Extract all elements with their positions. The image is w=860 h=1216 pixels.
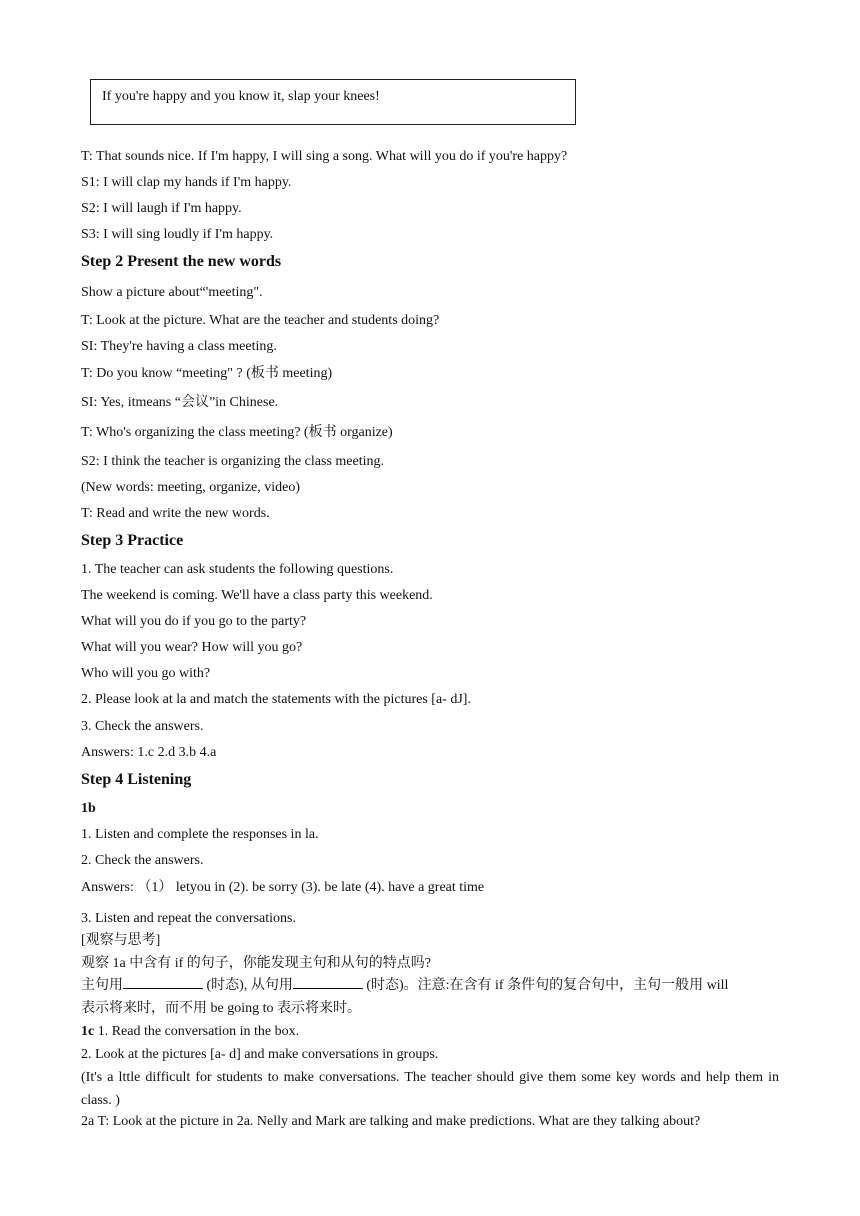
step4-subheading: 1b	[81, 801, 96, 816]
step3-line: Answers: 1.c 2.d 3.b 4.a	[81, 745, 217, 760]
step2-line: T: Who's organizing the class meeting? (板书 organize)	[81, 425, 393, 440]
quote-text: If you're happy and you know it, slap your knees!	[102, 89, 380, 104]
step4-heading: Step 4 Listening	[81, 771, 192, 788]
step2-line: Show a picture about“'meeting".	[81, 285, 263, 300]
step3-line: 1. The teacher can ask students the following questions.	[81, 562, 394, 577]
step3-line: What will you wear? How will you go?	[81, 640, 303, 655]
step3-line: The weekend is coming. We'll have a class party this weekend.	[81, 588, 433, 603]
intro-line: S2: I will laugh if I'm happy.	[81, 201, 242, 216]
intro-line: S3: I will sing loudly if I'm happy.	[81, 227, 274, 242]
step2-heading: Step 2 Present the new words	[81, 253, 282, 270]
blank-main-clause[interactable]	[123, 975, 203, 989]
step3-line: Who will you go with?	[81, 666, 211, 681]
step3-line: What will you do if you go to the party?	[81, 614, 307, 629]
step2-line: (New words: meeting, organize, video)	[81, 480, 301, 495]
step2-line: SI: Yes, itmeans “会议”in Chinese.	[81, 395, 279, 410]
label-1c: 1c	[81, 1024, 95, 1039]
step2-line: T: Do you know “meeting" ? (板书 meeting)	[81, 366, 333, 381]
step4-line: [观察与思考]	[81, 933, 161, 948]
step4-line: 2a T: Look at the picture in 2a. Nelly and Mark are talking and make predictions. What are they talking about?	[81, 1114, 701, 1129]
step4-paragraph: (It's a lttle difficult for students to make conversations. The teacher should give them some key words and help them in class. )	[81, 1070, 779, 1108]
step4-line: Answers: （1） letyou in (2). be sorry (3). be late (4). have a great time	[81, 880, 485, 895]
fill-in-paragraph: 主句用 (时态), 从句用 (时态)。注意:在含有 if 条件句的复合句中，主句一般用 will 表示将来时，而不用 be going to 表示将来时。	[81, 975, 779, 1020]
step2-line: T: Look at the picture. What are the teacher and students doing?	[81, 313, 440, 328]
intro-line: S1: I will clap my hands if I'm happy.	[81, 175, 292, 190]
step4-line: 2. Check the answers.	[81, 853, 204, 868]
step4-1c-line: 1c 1. Read the conversation in the box.	[81, 1024, 300, 1039]
step4-line: 观察 1a 中含有 if 的句子，你能发现主句和从句的特点吗?	[81, 956, 431, 971]
step2-line: T: Read and write the new words.	[81, 506, 270, 521]
step3-line: 2. Please look at la and match the statements with the pictures [a- dJ].	[81, 692, 471, 707]
intro-line: T: That sounds nice. If I'm happy, I will sing a song. What will you do if you're happy?	[81, 149, 568, 164]
step4-line: 2. Look at the pictures [a- d] and make conversations in groups.	[81, 1047, 439, 1062]
step3-heading: Step 3 Practice	[81, 532, 184, 549]
step2-line: SI: They're having a class meeting.	[81, 339, 277, 354]
quote-box	[90, 79, 576, 125]
blank-sub-clause[interactable]	[293, 975, 363, 989]
step4-line: 3. Listen and repeat the conversations.	[81, 911, 296, 926]
step4-line: 1. Listen and complete the responses in la.	[81, 827, 319, 842]
step3-line: 3. Check the answers.	[81, 719, 204, 734]
step2-line: S2: I think the teacher is organizing the class meeting.	[81, 454, 384, 469]
